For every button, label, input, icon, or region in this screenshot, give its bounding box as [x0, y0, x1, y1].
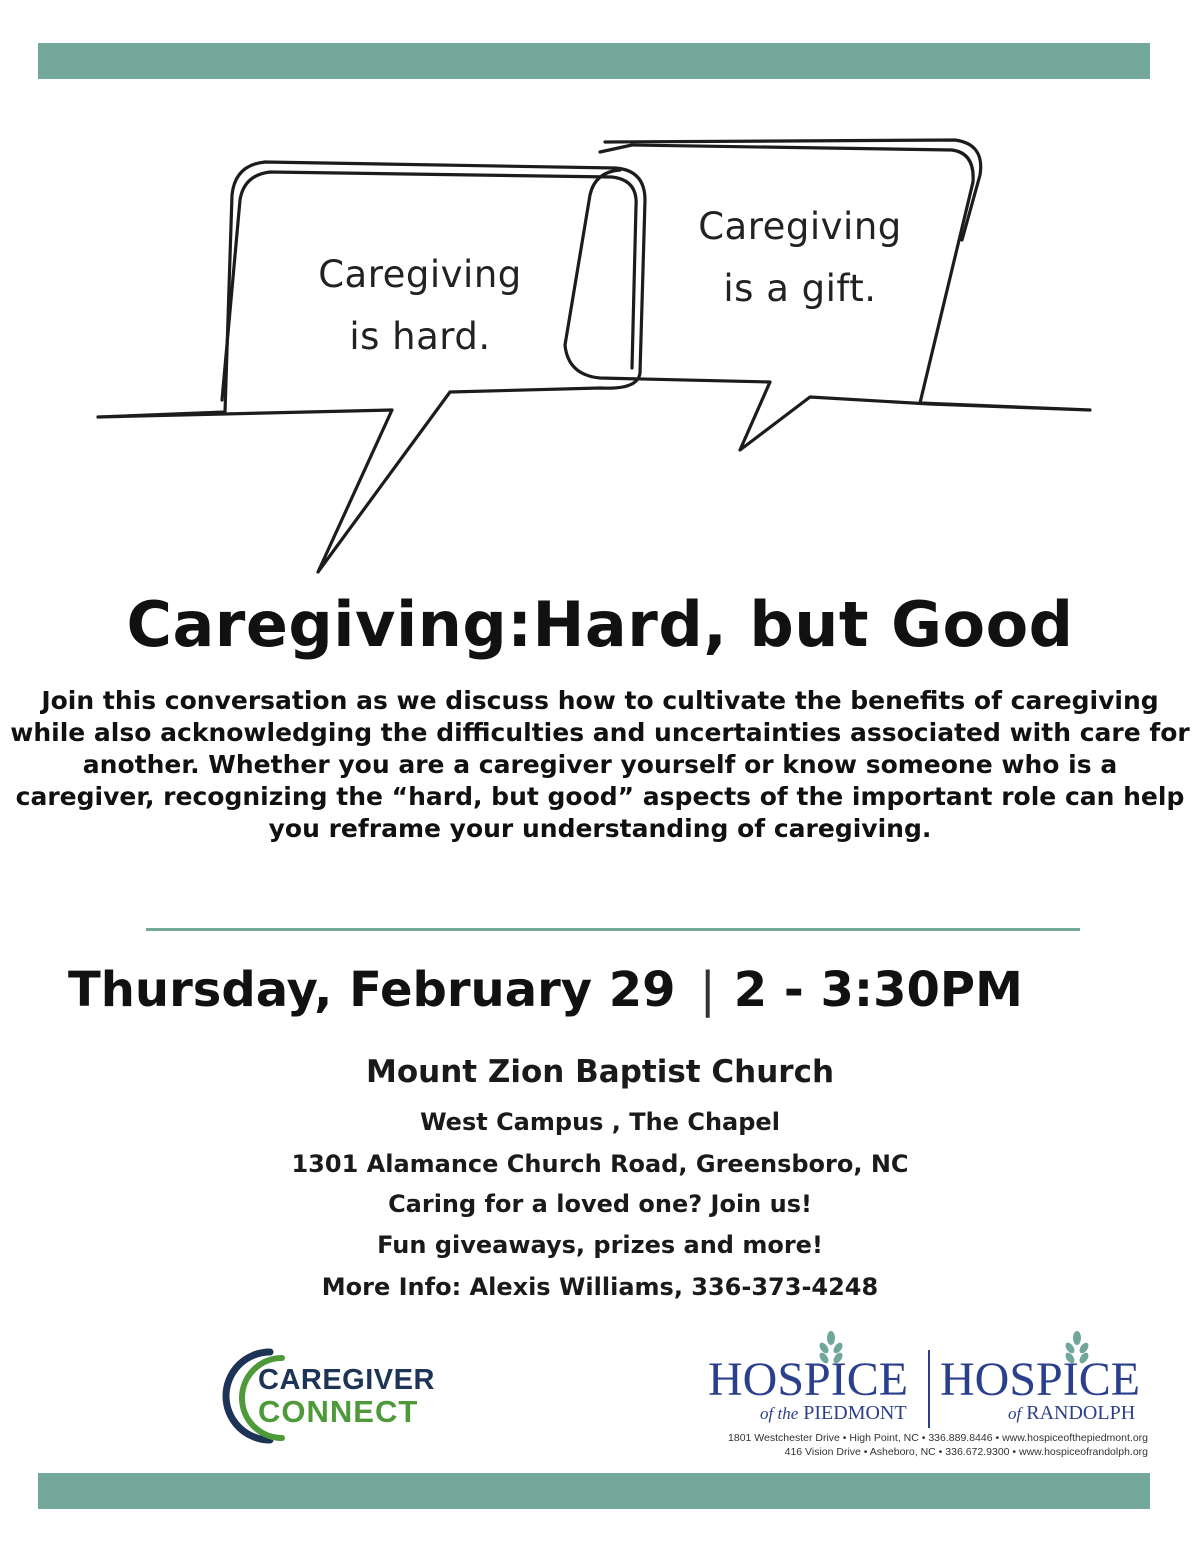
hospice-piedmont-sub-name: PIEDMONT [803, 1402, 907, 1424]
hospice-randolph-sub-of: of [1008, 1404, 1022, 1423]
venue-campus: West Campus , The Chapel [420, 1108, 780, 1136]
perks-text: Fun giveaways, prizes and more! [377, 1231, 823, 1259]
right-bubble-line2: is a gift. [723, 267, 877, 310]
top-accent-band [38, 43, 1150, 79]
right-bubble-line1: Caregiving [698, 205, 902, 248]
event-title: Caregiving:Hard, but Good [126, 588, 1074, 661]
event-date: Thursday, February 29 [68, 962, 676, 1018]
hospice-piedmont-wordmark: HOSPICE [708, 1353, 909, 1406]
hospice-piedmont-subtitle [760, 1402, 907, 1425]
left-bubble-text [290, 244, 550, 368]
hospice-randolph-address: 416 Vision Drive • Asheboro, NC • 336.672.9300 • www.hospiceofrandolph.org [784, 1446, 1148, 1458]
caregiver-connect-line1: CAREGIVER [258, 1364, 435, 1396]
event-datetime [68, 962, 1023, 1018]
hospice-logo-divider [928, 1350, 930, 1428]
hospice-randolph-wordmark: HOSPICE [940, 1353, 1141, 1406]
right-bubble-text [670, 196, 930, 320]
venue-name: Mount Zion Baptist Church [365, 1054, 835, 1090]
hospice-randolph-subtitle [1008, 1402, 1135, 1425]
section-divider [146, 928, 1080, 931]
event-time: 2 - 3:30PM [733, 962, 1023, 1018]
left-bubble-line1: Caregiving [318, 253, 522, 296]
speech-bubbles-illustration [0, 120, 1200, 580]
venue-address: 1301 Alamance Church Road, Greensboro, NC [291, 1150, 909, 1178]
invite-text: Caring for a loved one? Join us! [388, 1190, 812, 1218]
caregiver-connect-line2: CONNECT [258, 1394, 419, 1429]
hospice-piedmont-address: 1801 Westchester Drive • High Point, NC • 336.889.8446 • www.hospiceofthepiedmont.org [728, 1432, 1148, 1444]
datetime-separator: | [699, 962, 716, 1018]
left-bubble-line2: is hard. [349, 315, 491, 358]
hospice-piedmont-sub-of: of the [760, 1404, 799, 1423]
hospice-randolph-sub-name: RANDOLPH [1026, 1402, 1136, 1424]
contact-info: More Info: Alexis Williams, 336-373-4248 [321, 1273, 879, 1301]
bottom-accent-band [38, 1473, 1150, 1509]
event-description: Join this conversation as we discuss how to cultivate the benefits of caregiving while also acknowledging the difficulties and uncertainties associated with care for another. Whether you are a caregiver yourself or know someone who is a caregiver, recognizing the “hard, but good” aspects of the important role can help you reframe your understanding of caregiving. [10, 686, 1190, 843]
